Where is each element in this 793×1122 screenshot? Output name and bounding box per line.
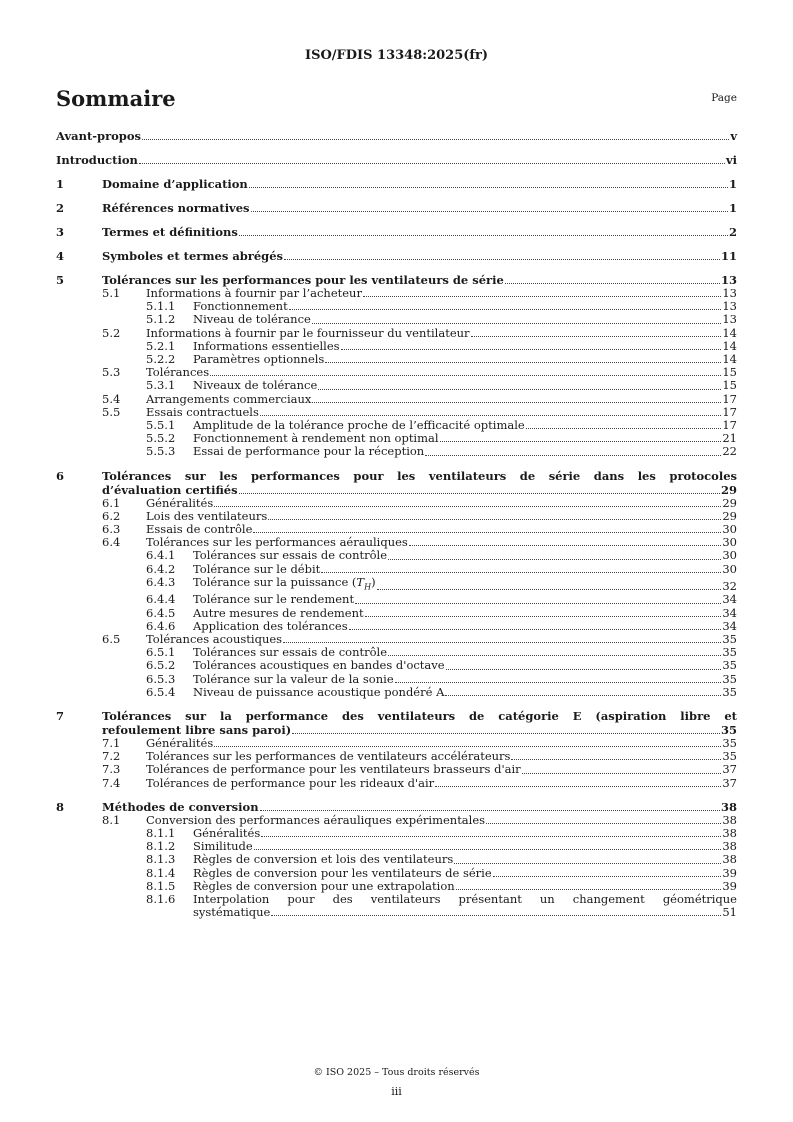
toc-entry-page: 13 bbox=[722, 299, 737, 314]
toc-entry-number: 6.2 bbox=[102, 508, 121, 523]
toc-entry-number: 6.5.2 bbox=[146, 658, 176, 673]
toc-entry-3[interactable] bbox=[56, 225, 737, 239]
toc-entry-number: 7 bbox=[56, 708, 65, 723]
toc-entry-5-5-3[interactable] bbox=[56, 445, 737, 458]
toc-entry-text: Règles de conversion pour une extrapolation bbox=[193, 878, 455, 893]
toc-entry-number: 5.1.1 bbox=[146, 299, 176, 314]
toc-entry-6-5-3[interactable] bbox=[56, 673, 737, 686]
toc-entry-2[interactable] bbox=[56, 201, 737, 215]
toc-entry-page: v bbox=[730, 129, 737, 143]
toc-entry-page: 38 bbox=[722, 812, 737, 827]
toc-entry-number: 8.1.1 bbox=[146, 826, 176, 840]
toc-entry-number: 6.5.1 bbox=[146, 645, 176, 660]
toc-entry-text-line1: Interpolation pour des ventilateurs présentant un changement géométrique bbox=[193, 892, 737, 907]
toc-entry-text: Tolérance sur la valeur de la sonie bbox=[193, 671, 394, 686]
toc-entry-text: Conversion des performances aérauliques expérimentales bbox=[146, 812, 486, 827]
toc-entry-number: 5.5.3 bbox=[146, 444, 176, 459]
toc-entry-page: 32 bbox=[722, 579, 737, 594]
toc-entry-page: 37 bbox=[722, 762, 737, 777]
toc-entry-page: 29 bbox=[722, 495, 737, 510]
toc-entry-text: Tolérances sur essais de contrôle bbox=[193, 645, 388, 660]
toc-entry-text: Paramètres optionnels bbox=[193, 352, 325, 367]
toc-entry-6-5-2[interactable] bbox=[56, 659, 737, 672]
toc-entry-page: 37 bbox=[722, 775, 737, 790]
toc-entry-text: Niveaux de tolérance bbox=[193, 378, 318, 393]
toc-entry-text: Essai de performance pour la réception bbox=[193, 444, 425, 459]
toc-entry-8-1-4[interactable] bbox=[56, 867, 737, 880]
toc-entry-5-2[interactable] bbox=[56, 327, 737, 340]
toc-entry-5-1-2[interactable] bbox=[56, 313, 737, 326]
toc-entry-page: 38 bbox=[720, 799, 737, 814]
toc-entry-number: 6.5.3 bbox=[146, 671, 176, 686]
toc-entry-page: 13 bbox=[720, 273, 737, 287]
toc-entry-text-line1: Tolérances sur la performance des ventilateurs de catégorie E (aspiration libre et bbox=[102, 708, 737, 723]
toc-entry-number: 8.1.2 bbox=[146, 839, 176, 854]
toc-entry-5[interactable] bbox=[56, 273, 737, 287]
toc-entry-page: 35 bbox=[720, 722, 737, 737]
toc-entry-page: 35 bbox=[722, 631, 737, 646]
toc-entry-page: 13 bbox=[722, 286, 737, 300]
toc-entry-page: 22 bbox=[722, 444, 737, 459]
toc-entry-page: 34 bbox=[722, 618, 737, 633]
toc-entry-text: Règles de conversion et lois des ventilateurs bbox=[193, 852, 454, 867]
toc-entry-text: Arrangements commerciaux bbox=[146, 391, 312, 406]
toc-entry-number: 8.1.5 bbox=[146, 878, 176, 893]
toc-entry-text: Tolérances sur essais de contrôle bbox=[193, 548, 388, 563]
toc-entry-text: Méthodes de conversion bbox=[102, 799, 259, 814]
toc-entry-number: 7.3 bbox=[102, 762, 121, 777]
toc-entry-5-3-1[interactable] bbox=[56, 379, 737, 392]
toc-entry-number: 6.4 bbox=[102, 535, 121, 550]
toc-entry-number: 5.3.1 bbox=[146, 378, 176, 393]
toc-entry-number: 5.3 bbox=[102, 365, 121, 380]
toc-entry-text-after: ) bbox=[371, 574, 376, 589]
toc-entry-page: 51 bbox=[722, 905, 737, 920]
toc-entry-8[interactable] bbox=[56, 800, 737, 814]
toc-entry-number: 6.4.5 bbox=[146, 605, 176, 620]
toc-entry-page: 1 bbox=[728, 201, 737, 215]
toc-entry-number: 4 bbox=[56, 249, 65, 263]
toc-entry-6-5-4[interactable] bbox=[56, 686, 737, 699]
toc-entry-page: 35 bbox=[722, 749, 737, 764]
toc-entry-number: 6.1 bbox=[102, 495, 121, 510]
toc-entry-text: Essais de contrôle bbox=[146, 522, 253, 537]
toc-entry-page: 30 bbox=[722, 522, 737, 537]
toc-entry-text: Essais contractuels bbox=[146, 404, 259, 419]
toc-entry-8-1-6[interactable] bbox=[56, 893, 737, 919]
toc-entry-number: 1 bbox=[56, 177, 65, 191]
toc-entry-page: 35 bbox=[722, 684, 737, 699]
toc-entry-5-4[interactable] bbox=[56, 393, 737, 406]
toc-entry-number: 6 bbox=[56, 468, 65, 483]
toc-entry-text: Introduction bbox=[56, 153, 138, 167]
toc-entry-text: Tolérances de performance pour les rideaux d'air bbox=[146, 775, 435, 790]
toc-entry-text-line2: systématique bbox=[193, 905, 271, 920]
toc-entry-number: 5.5.2 bbox=[146, 431, 176, 446]
toc-entry-number: 6.4.3 bbox=[146, 574, 176, 589]
toc-entry-text: Informations à fournir par l’acheteur bbox=[146, 286, 362, 300]
toc-entry-page: 39 bbox=[722, 878, 737, 893]
toc-entry-page: 17 bbox=[722, 404, 737, 419]
toc-entry-page: 35 bbox=[722, 735, 737, 750]
toc-entry-text: Informations à fournir par le fournisseur du ventilateur bbox=[146, 325, 470, 340]
toc-entry-number: 5.4 bbox=[102, 391, 121, 406]
toc-entry-text-line2: refoulement libre sans paroi) bbox=[102, 722, 292, 737]
toc-entry-number: 5.2 bbox=[102, 325, 121, 340]
toc-entry-6-4-4[interactable] bbox=[56, 593, 737, 606]
toc-entry-text: Tolérances bbox=[146, 365, 210, 380]
toc-entry-text: Similitude bbox=[193, 839, 253, 854]
page-column-label: Page bbox=[711, 92, 737, 104]
toc-entry-text: Tolérances sur les performances aérauliques bbox=[146, 535, 408, 550]
toc-entry-text: Tolérances acoustiques en bandes d'octave bbox=[193, 658, 445, 673]
toc-entry-text: Termes et définitions bbox=[102, 225, 238, 239]
toc-entry-text: Tolérance sur le rendement bbox=[193, 592, 355, 607]
toc-entry-page: 17 bbox=[722, 418, 737, 433]
toc-entry-text: Tolérances sur les performances pour les ventilateurs de série bbox=[102, 273, 504, 287]
toc-entry-number: 5.2.1 bbox=[146, 338, 176, 353]
toc-entry-text: Avant-propos bbox=[56, 129, 141, 143]
toc-entry-number: 5 bbox=[56, 273, 65, 287]
toc-entry-page: 38 bbox=[722, 852, 737, 867]
toc-entry-page: 21 bbox=[722, 431, 737, 446]
toc-entry-page: 14 bbox=[722, 325, 737, 340]
toc-entry-page: 34 bbox=[722, 592, 737, 607]
toc-entry-page: 38 bbox=[722, 839, 737, 854]
toc-entry-text-line2: d’évaluation certifiés bbox=[102, 482, 238, 497]
toc-entry-number: 6.4.4 bbox=[146, 592, 176, 607]
toc-entry-page: 13 bbox=[722, 312, 737, 327]
toc-entry-text: Tolérance sur la puissance ( bbox=[193, 574, 357, 589]
toc-entry-page: 2 bbox=[728, 225, 737, 239]
toc-entry-number: 6.5.4 bbox=[146, 684, 176, 699]
toc-entry-1[interactable] bbox=[56, 177, 737, 191]
toc-entry-page: 34 bbox=[722, 605, 737, 620]
toc-entry-6-4-1[interactable] bbox=[56, 549, 737, 562]
toc-entry-7-4[interactable] bbox=[56, 777, 737, 790]
toc-entry-number: 5.5.1 bbox=[146, 418, 176, 433]
toc-entry-text: Tolérances acoustiques bbox=[146, 631, 283, 646]
toc-entry-6-1[interactable] bbox=[56, 497, 737, 510]
math-subscript: H bbox=[364, 582, 372, 592]
toc-entry-page: 1 bbox=[728, 177, 737, 191]
toc-entry-page: vi bbox=[725, 153, 737, 167]
toc-entry-number: 8.1.6 bbox=[146, 892, 176, 907]
toc-entry-text: Autre mesures de rendement bbox=[193, 605, 364, 620]
toc-entry-page: 30 bbox=[722, 561, 737, 576]
toc-entry-text: Informations essentielles bbox=[193, 338, 340, 353]
toc-entry-text: Application des tolérances bbox=[193, 618, 348, 633]
toc-entry-page: 35 bbox=[722, 671, 737, 686]
toc-entry-text: Fonctionnement à rendement non optimal bbox=[193, 431, 439, 446]
toc-entry-8-1-3[interactable] bbox=[56, 853, 737, 866]
toc-entry-page: 39 bbox=[722, 865, 737, 880]
toc-entry-number: 7.1 bbox=[102, 735, 121, 750]
toc-entry-text: Symboles et termes abrégés bbox=[102, 249, 284, 263]
toc-entry-6[interactable] bbox=[56, 469, 737, 497]
toc-entry-text: Niveau de tolérance bbox=[193, 312, 311, 327]
toc-entry-text: Domaine d’application bbox=[102, 177, 248, 191]
toc-entry-number: 8.1.4 bbox=[146, 865, 176, 880]
toc-entry-text: Amplitude de la tolérance proche de l’efficacité optimale bbox=[193, 418, 525, 433]
toc-entry-page: 30 bbox=[722, 535, 737, 550]
toc-entry-text: Niveau de puissance acoustique pondéré A bbox=[193, 684, 445, 699]
toc-entry-number: 8 bbox=[56, 799, 65, 814]
toc-entry-number: 3 bbox=[56, 225, 65, 239]
toc-entry-page: 35 bbox=[722, 645, 737, 660]
toc-entry-avant-propos[interactable] bbox=[56, 129, 737, 143]
toc-entry-text: Tolérances de performance pour les ventilateurs brasseurs d'air bbox=[146, 762, 521, 777]
toc-entry-text: Fonctionnement bbox=[193, 299, 288, 314]
toc-entry-page: 29 bbox=[720, 482, 737, 497]
toc-entry-page: 35 bbox=[722, 658, 737, 673]
toc-entry-text: Règles de conversion pour les ventilateurs de série bbox=[193, 865, 492, 880]
toc-entry-number: 6.3 bbox=[102, 522, 121, 537]
toc-entry-7[interactable] bbox=[56, 709, 737, 737]
toc-entry-text: Tolérances sur les performances de ventilateurs accélérateurs bbox=[146, 749, 511, 764]
toc-entry-number: 6.4.6 bbox=[146, 618, 176, 633]
toc-entry-6-4-5[interactable] bbox=[56, 607, 737, 620]
toc-entry-page: 38 bbox=[722, 826, 737, 840]
toc-entry-6-4-3[interactable] bbox=[56, 576, 737, 594]
toc-entry-number: 5.5 bbox=[102, 404, 121, 419]
toc-entry-page: 11 bbox=[720, 249, 737, 263]
toc-title: Sommaire bbox=[56, 86, 176, 111]
toc-entry-number: 6.4.1 bbox=[146, 548, 176, 563]
toc-entry-page: 17 bbox=[722, 391, 737, 406]
toc-entry-text: Tolérance sur le débit bbox=[193, 561, 321, 576]
toc-entry-number: 8.1 bbox=[102, 812, 121, 827]
toc-entry-text: Généralités bbox=[146, 495, 214, 510]
toc-entry-text: Généralités bbox=[146, 735, 214, 750]
math-variable: T bbox=[356, 574, 365, 589]
toc-entry-number: 6.4.2 bbox=[146, 561, 176, 576]
toc-entry-page: 15 bbox=[722, 378, 737, 393]
toc-entry-page: 29 bbox=[722, 508, 737, 523]
toc-entry-7-3[interactable] bbox=[56, 763, 737, 776]
document-header: ISO/FDIS 13348:2025(fr) bbox=[305, 48, 488, 63]
toc-entry-page: 15 bbox=[722, 365, 737, 380]
toc-entry-6-4-6[interactable] bbox=[56, 620, 737, 633]
toc-entry-text-line1: Tolérances sur les performances pour les ventilateurs de série dans les protocoles bbox=[102, 468, 737, 483]
toc-entry-number: 7.2 bbox=[102, 749, 121, 764]
toc-entry-page: 14 bbox=[722, 338, 737, 353]
toc-entry-number: 8.1.3 bbox=[146, 852, 176, 867]
copyright-notice: © ISO 2025 – Tous droits réservés bbox=[313, 1067, 480, 1078]
toc-entry-number: 5.2.2 bbox=[146, 352, 176, 367]
toc-entry-number: 5.1 bbox=[102, 286, 121, 300]
toc-entry-number: 7.4 bbox=[102, 775, 121, 790]
toc-entry-6-4-2[interactable] bbox=[56, 563, 737, 576]
toc-entry-number: 6.5 bbox=[102, 631, 121, 646]
table-of-contents bbox=[56, 129, 737, 919]
toc-entry-introduction[interactable] bbox=[56, 153, 737, 167]
page-number: iii bbox=[391, 1085, 402, 1098]
toc-entry-text: Généralités bbox=[193, 826, 261, 840]
toc-entry-text: Références normatives bbox=[102, 201, 250, 215]
toc-entry-4[interactable] bbox=[56, 249, 737, 263]
toc-entry-number: 2 bbox=[56, 201, 65, 215]
toc-entry-text: Lois des ventilateurs bbox=[146, 508, 268, 523]
toc-entry-page: 14 bbox=[722, 352, 737, 367]
toc-entry-page: 30 bbox=[722, 548, 737, 563]
toc-entry-number: 5.1.2 bbox=[146, 312, 176, 327]
